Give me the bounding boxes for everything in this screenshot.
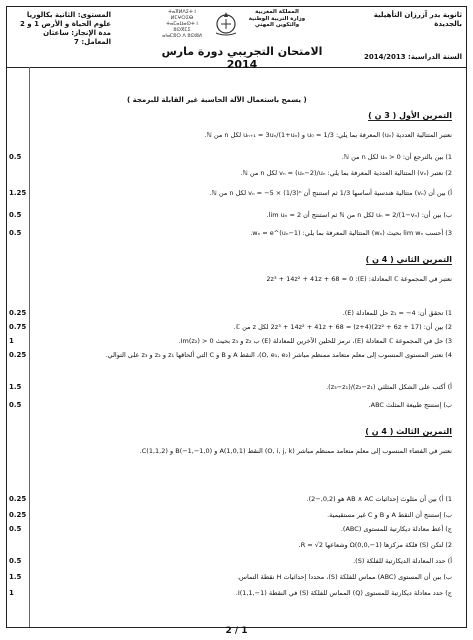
ex3-line: ب) إستنتج أن النقط A و B و C غير مستقيمية. [327,511,452,519]
level-label: المستوى: [77,11,111,19]
points: 0.75 [9,323,27,331]
points: 0.25 [9,309,27,317]
ministry-tifinagh [157,9,207,39]
ex2-line: ب) إستنتج طبيعة المثلث ABC. [368,401,452,409]
duration-label: مدة الإنجاز: [71,29,111,37]
ex1-line: نعتبر المتتالية العددية (uₙ) المعرفة بما يلي: u₀ = 1/3 و uₙ₊₁ = 3uₙ/(1+uₙ) لكل n من ℕ. [204,131,452,139]
points: 1 [9,337,14,345]
points: 0.5 [9,229,22,237]
tif-line: ⴰⵏⴰⵎⵓⵔ ⴷ ⵓⵙⵓⵍ [162,33,202,39]
school-block [362,11,462,29]
ex2-line: 3) حل في المجموعة ℂ المعادلة (E)، نرمز للحلين الآخرين للمعادلة (E) ب z₂ و z₃ بحيث Im(z₂) > 0. [178,337,452,345]
points: 0.5 [9,525,22,533]
exam-header [7,7,466,71]
ex2-line: 2) بين أن: 2z³ + 14z² + 41z + 68 = (z+4)(2z² + 6z + 17) لكل z من ℂ. [233,323,452,331]
school-year-value: 2014/2013 [364,53,406,61]
ministry-line: والتكوين المهني [254,22,300,28]
ex1-line: 3) أحسب lim wₙ بحيث (wₙ) المتتالية المعرفة بما يلي: wₙ = e^(uₙ−1). [250,229,452,237]
points: 1.25 [9,189,27,197]
points: 1.5 [9,383,22,391]
ex3-line: أ) حدد المعادلة الديكارتية للفلكة (S). [353,557,452,565]
kingdom-emblem-icon [212,9,240,37]
points: 1.5 [9,573,22,581]
points: 0.5 [9,401,22,409]
ex3-line: ب) بين أن المستوى (ABC) مماس للفلكة (S)، محددا إحداثيات H نقطة التماس. [236,573,452,581]
ex3-line: 1) أ) بين أن مثلوث إحداثيات AB ∧ AC هو (0,2,−2). [306,495,452,503]
ministry-line: وزارة التربية الوطنية [248,15,306,22]
points: 0.5 [9,211,22,219]
tif-line: ⵜⴰⵎⴰⵡⴰⵙⵜ ⵏ ⵓⵙⴳⵎⵉ [166,21,198,33]
duration-value: ساعتان [43,29,69,37]
points: 0.25 [9,495,27,503]
ex2-line: أ) أكتب على الشكل المثلثي (z₂−z₁)/(z₃−z₁). [326,383,452,391]
ministry-line: المملكة المغربية [255,9,299,15]
ministry-block [157,9,307,39]
level-block [11,11,111,47]
points-column-divider [29,67,30,627]
exercise-3-title: التمرين الثالث ( 4 ن ) [365,427,452,436]
points: 0.25 [9,351,27,359]
exercise-1-title: التمرين الأول ( 3 ن ) [368,111,452,120]
exam-title: الامتحان التجريبي دورة مارس 2014 [161,45,323,71]
coef-value: 7 [74,38,79,46]
coef-label: المعامل: [81,38,111,46]
level-value: الثانية بكالوريا علوم الحياة و الأرض 1 و 2 [20,11,111,28]
tif-line: ⵜⴰⴳⵍⴷⵉⵜ ⵏ ⵍⵎⵖⵔⵉⴱ [168,9,196,21]
points: 0.5 [9,153,22,161]
ex3-line: ج) أعط معادلة ديكارتية للمستوى (ABC). [340,525,452,533]
school-year-label: السنة الدراسية: [408,53,462,61]
ex3-line: نعتبر في الفضاء المنسوب إلى معلم متعامد ممنظم مباشر (O, i, j, k) النقط A(1,0,1) و B(−1,−1,0) و C(1,1,2). [139,447,452,455]
points: 0.25 [9,511,27,519]
ex1-line: أ) بين أن (vₙ) متتالية هندسية أساسها 1/3 ثم استنتج أن vₙ = −5 × (1/3)ⁿ لكل n من ℕ. [209,189,452,197]
exam-page [6,6,467,628]
ex1-line: ب) بين أن: uₙ = 2/(1−vₙ) لكل n من ℕ ثم استنتج أن lim uₙ = 2. [266,211,452,219]
ex2-line: نعتبر في المجموعة ℂ المعادلة: (E): 2z³ + 14z² + 41z + 68 = 0 [266,275,452,283]
school-city: بالجديدة [434,20,462,28]
exercise-2-title: التمرين الثاني ( 4 ن ) [365,255,452,264]
ex2-line: 4) نعتبر المستوى المنسوب إلى معلم متعامد ممنظم مباشر (O, e₁, e₂)، النقط A و B و C التي ألحاقها z₁ و z₂ و z₃ على التوالي. [105,351,452,359]
ex3-line: 2) لتكن (S) فلكة مركزها Ω(0,0,−1) وشعاعها R = √2. [298,541,452,549]
page-number: 2 / 1 [225,626,248,636]
points: 1 [9,589,14,597]
school-name: ثانوية بدر آزرزان التأهيلية [373,11,462,19]
points: 0.5 [9,557,22,565]
ex1-line: 1) بين بالترجع أن: 0 < uₙ لكل n من ℕ. [341,153,452,161]
ex3-line: ج) حدد معادلة ديكارتية للمستوى (Q) المماس للفلكة (S) في النقطة I(1,1,−1). [235,589,452,597]
ex2-line: 1) تحقق أن: z₁ = −4 حل للمعادلة (E). [342,309,452,317]
ex1-line: 2) نعتبر (vₙ) المتتالية العددية المعرفة بما يلي: vₙ = (uₙ−2)/uₙ لكل n من ℕ. [240,169,452,177]
ministry-arabic [247,9,307,29]
calculator-notice: ( يسمح باستعمال الآلة الحاسبة غير القابلة للبرمجة ) [127,96,307,104]
school-year [364,53,462,61]
